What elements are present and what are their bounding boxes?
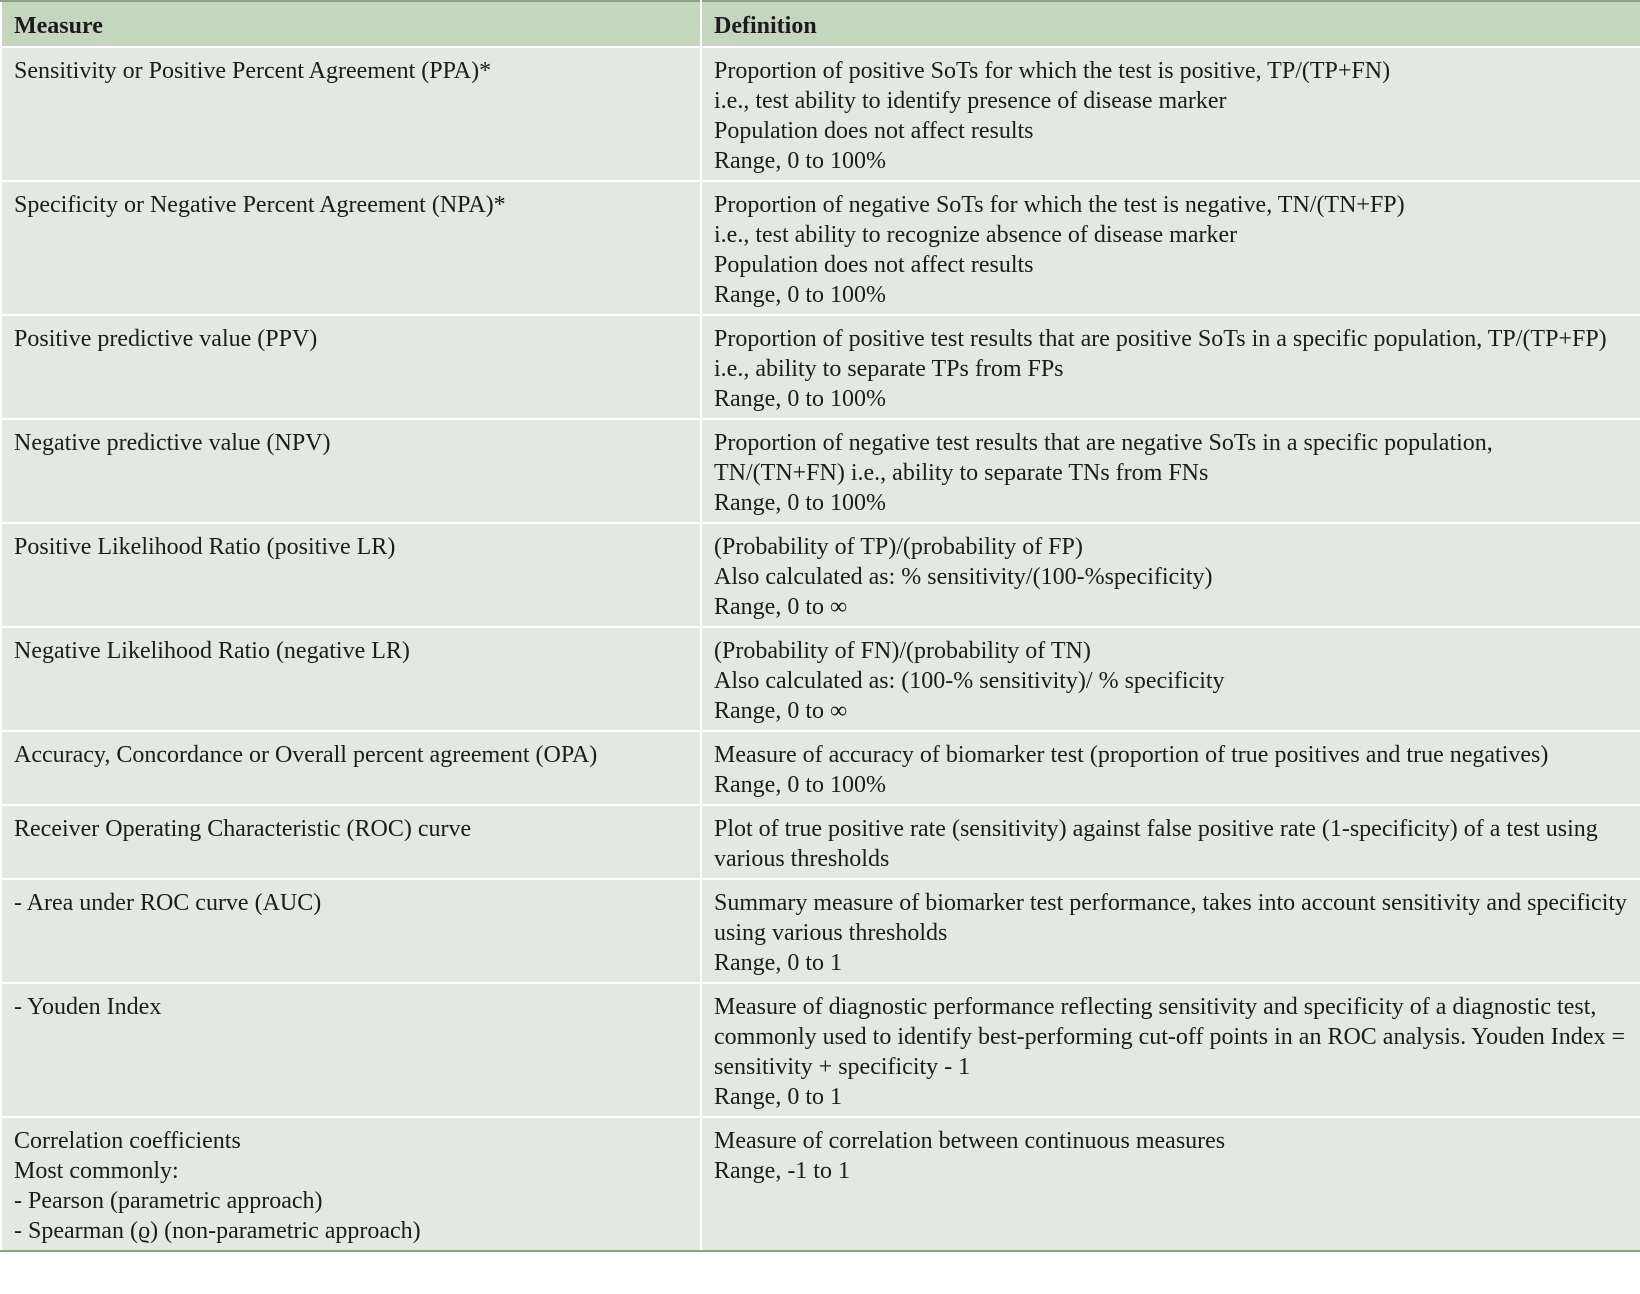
definition-line: Proportion of positive test results that are positive SoTs in a specific population, TP/(TP+FP) i.e., ability to separate TPs from FPs [714,326,1607,382]
definition-line: Proportion of negative test results that are negative SoTs in a specific population, TN/(TN+FN) i.e., ability to separate TNs from FNs [714,430,1493,486]
definition-column-header: Definition [701,1,1640,47]
table-row [1,315,1640,419]
definition-line: Population does not affect results [714,118,1034,144]
measure-line: Accuracy, Concordance or Overall percent agreement (OPA) [14,742,598,768]
measure-cell [1,1117,701,1251]
measure-cell [1,47,701,181]
measure-cell [1,315,701,419]
table-row [1,523,1640,627]
definition-cell [701,983,1640,1117]
table-row [1,47,1640,181]
measure-line: Positive predictive value (PPV) [14,326,318,352]
definition-line: Range, 0 to 1 [714,950,842,976]
definition-cell [701,1117,1640,1251]
definition-line: i.e., test ability to identify presence of disease marker [714,88,1227,114]
table-row [1,983,1640,1117]
table-row [1,805,1640,879]
definition-line: Also calculated as: % sensitivity/(100-%specificity) [714,564,1213,590]
header-row [1,1,1640,47]
definition-line: Proportion of positive SoTs for which the test is positive, TP/(TP+FN) [714,58,1391,84]
measure-line: Receiver Operating Characteristic (ROC) curve [14,816,472,842]
definition-line: Proportion of negative SoTs for which the test is negative, TN/(TN+FP) [714,192,1405,218]
definition-line: Range, 0 to 100% [714,282,886,308]
measure-line: Negative Likelihood Ratio (negative LR) [14,638,410,664]
measure-line: Specificity or Negative Percent Agreement (NPA)* [14,192,506,218]
definition-line: Range, 0 to ∞ [714,594,848,620]
definition-cell [701,627,1640,731]
measure-line: Negative predictive value (NPV) [14,430,331,456]
definition-cell [701,523,1640,627]
table-row [1,627,1640,731]
measure-line: Most commonly: [14,1158,179,1184]
definition-line: Summary measure of biomarker test performance, takes into account sensitivity and specificity using various thresholds [714,890,1628,946]
definition-line: Range, 0 to 1 [714,1084,842,1110]
table-row [1,879,1640,983]
measure-line: - Pearson (parametric approach) [14,1188,323,1214]
measure-cell [1,523,701,627]
definition-line: Measure of accuracy of biomarker test (proportion of true positives and true negatives) [714,742,1549,768]
definition-line: Range, 0 to 100% [714,148,886,174]
measure-line: Correlation coefficients [14,1128,241,1154]
definition-cell [701,805,1640,879]
definition-cell [701,181,1640,315]
definition-line: Measure of correlation between continuous measures [714,1128,1226,1154]
definition-line: Measure of diagnostic performance reflecting sensitivity and specificity of a diagnostic test, commonly used to identify best-performing cut-off points in an ROC analysis. Youden Index = sensitivity + specificity - 1 [714,994,1625,1080]
definition-cell [701,47,1640,181]
measure-cell [1,419,701,523]
measure-line: - Youden Index [14,994,162,1020]
measure-cell [1,805,701,879]
definition-line: Range, 0 to 100% [714,490,886,516]
definition-line: Range, 0 to 100% [714,772,886,798]
measure-cell [1,181,701,315]
measure-cell [1,731,701,805]
table-row [1,731,1640,805]
definition-line: i.e., test ability to recognize absence of disease marker [714,222,1238,248]
measure-cell [1,879,701,983]
definition-cell [701,879,1640,983]
definition-cell [701,731,1640,805]
definition-line: Range, 0 to ∞ [714,698,848,724]
definition-line: Also calculated as: (100-% sensitivity)/ % specificity [714,668,1225,694]
definition-line: Range, 0 to 100% [714,386,886,412]
measure-line: - Area under ROC curve (AUC) [14,890,322,916]
measure-cell [1,627,701,731]
definition-line: Range, -1 to 1 [714,1158,850,1184]
definition-cell [701,419,1640,523]
table-row [1,1117,1640,1251]
table-row [1,419,1640,523]
definition-line: (Probability of FN)/(probability of TN) [714,638,1091,664]
measure-line: Sensitivity or Positive Percent Agreement (PPA)* [14,58,492,84]
definition-line: Plot of true positive rate (sensitivity) against false positive rate (1-specificity) of a test using various thresholds [714,816,1598,872]
measure-cell [1,983,701,1117]
table-row [1,181,1640,315]
definition-cell [701,315,1640,419]
measure-line: - Spearman (ϱ) (non-parametric approach) [14,1218,421,1244]
measure-column-header: Measure [1,1,701,47]
definition-line: (Probability of TP)/(probability of FP) [714,534,1083,560]
measure-line: Positive Likelihood Ratio (positive LR) [14,534,396,560]
definition-line: Population does not affect results [714,252,1034,278]
